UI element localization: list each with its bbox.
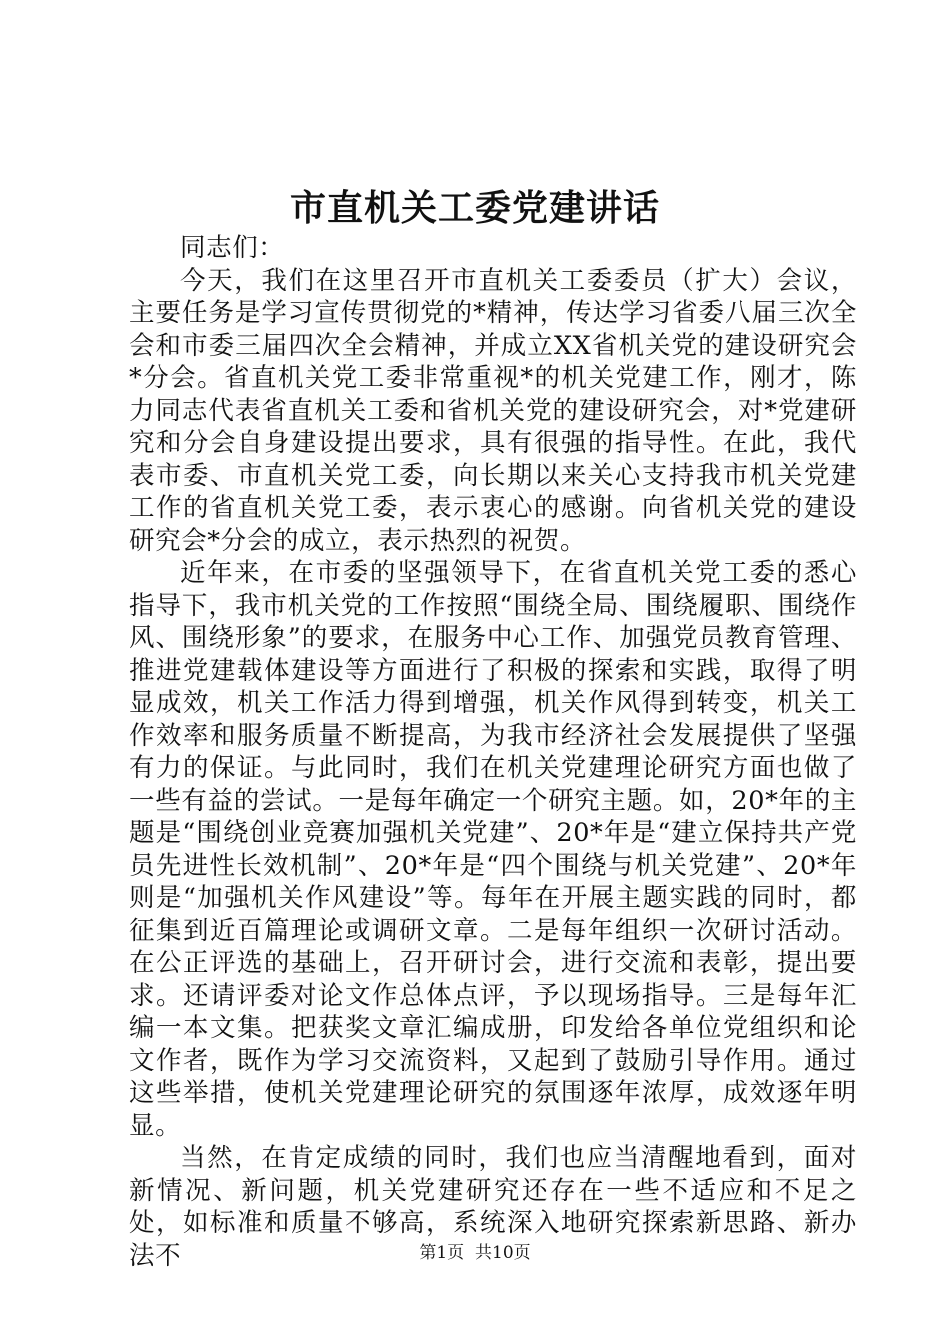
page-footer (0, 1241, 950, 1265)
document-title: 市直机关工委党建讲话 (289, 187, 660, 229)
paragraph-3: 当然，在肯定成绩的同时，我们也应当清醒地看到，面对新情况、新问题，机关党建研究还存在一些不适应和不足之处，如标准和质量不够高，系统深入地研究探索新思路、新办法不 (129, 1143, 857, 1271)
paragraph-1: 今天，我们在这里召开市直机关工委委员（扩大）会议，主要任务是学习宣传贯彻党的*精神，传达学习省委八届三次全会和市委三届四次全会精神，并成立XX省机关党的建设研究会*分会。省直机关党工委非常重视*的机关党建工作，刚才，陈力同志代表省直机关工委和省机关党的建设研究会，对*党建研究和分会自身建设提出要求，具有很强的指导性。在此，我代表市委、市直机关党工委，向长期以来关心支持我市机关党建工作的省直机关党工委，表示衷心的感谢。向省机关党的建设研究会*分会的成立，表示热烈的祝贺。 (129, 265, 857, 556)
page-number: 第1页 (419, 1243, 465, 1263)
page-total: 共10页 (475, 1243, 531, 1263)
document-body (129, 232, 857, 1272)
footer-spacer (464, 1243, 475, 1263)
paragraph-2: 近年来，在市委的坚强领导下，在省直机关党工委的悉心指导下，我市机关党的工作按照“围绕全局、围绕履职、围绕作风、围绕形象”的要求，在服务中心工作、加强党员教育管理、推进党建载体建设等方面进行了积极的探索和实践，取得了明显成效，机关工作活力得到增强，机关作风得到转变，机关工作效率和服务质量不断提高，为我市经济社会发展提供了坚强有力的保证。与此同时，我们在机关党建理论研究方面也做了一些有益的尝试。一是每年确定一个研究主题。如，20*年的主题是“围绕创业竞赛加强机关党建”、20*年是“建立保持共产党员先进性长效机制”、20*年是“四个围绕与机关党建”、20*年则是“加强机关作风建设”等。每年在开展主题实践的同时，都征集到近百篇理论或调研文章。二是每年组织一次研讨活动。在公正评选的基础上，召开研讨会，进行交流和表彰，提出要求。还请评委对论文作总体点评，予以现场指导。三是每年汇编一本文集。把获奖文章汇编成册，印发给各单位党组织和论文作者，既作为学习交流资料，又起到了鼓励引导作用。通过这些举措，使机关党建理论研究的氛围逐年浓厚，成效逐年明显。 (129, 558, 857, 1141)
greeting: 同志们： (180, 233, 285, 263)
